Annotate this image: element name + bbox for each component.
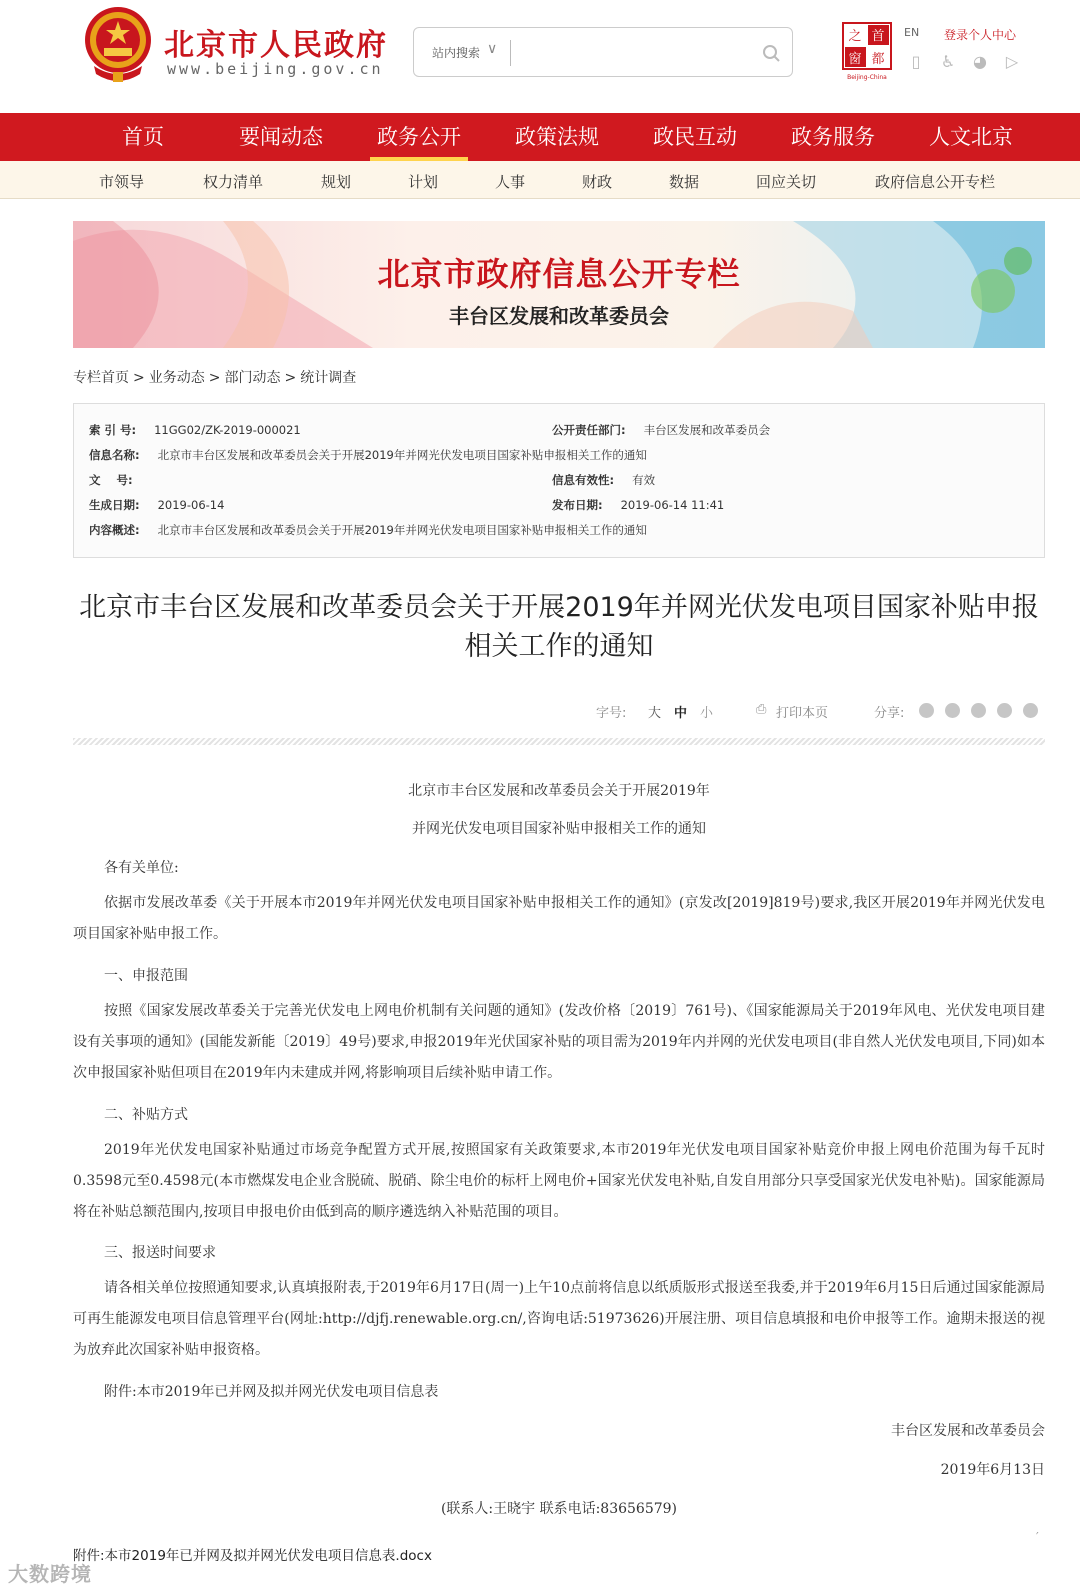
font-large-button[interactable]: 大: [648, 706, 662, 721]
national-emblem-icon[interactable]: [80, 4, 156, 84]
header-tool-icons: [906, 52, 1022, 72]
meta-published-value: 2019-06-14 11:41: [620, 498, 725, 512]
nav-interaction[interactable]: 政民互动: [653, 125, 737, 149]
share-qzone-icon[interactable]: [1023, 703, 1038, 718]
breadcrumb-separator: >: [284, 370, 297, 386]
meta-index-value: 11GG02/ZK-2019-000021: [154, 423, 301, 437]
subnav-power-list[interactable]: 权力清单: [203, 173, 264, 191]
subnav-data[interactable]: 数据: [669, 173, 700, 191]
document-metadata: [73, 403, 1045, 558]
breadcrumb-business[interactable]: 业务动态: [148, 370, 205, 386]
doc-section-3: 三、报送时间要求: [104, 1245, 216, 1261]
subnav-planning[interactable]: 规划: [321, 173, 352, 191]
site-header: [0, 0, 1080, 113]
font-small-button[interactable]: 小: [700, 706, 714, 721]
doc-contact: (联系人:王晓宇 联系电话:83656579): [440, 1501, 678, 1517]
subnav-plans[interactable]: 计划: [408, 173, 439, 191]
accessibility-icon[interactable]: ♿: [940, 52, 956, 71]
meta-summary: [89, 522, 647, 538]
nav-policies[interactable]: 政策法规: [515, 125, 599, 149]
meta-created-value: 2019-06-14: [157, 498, 225, 512]
meta-docno: [89, 472, 151, 488]
mobile-icon[interactable]: ▯: [911, 52, 921, 71]
subnav-finance[interactable]: 财政: [582, 173, 613, 191]
subnav-leaders[interactable]: 市领导: [99, 173, 145, 191]
nav-services[interactable]: 政务服务: [791, 125, 875, 149]
meta-published: [552, 497, 724, 513]
doc-salutation: 各有关单位:: [104, 860, 179, 876]
doc-paragraph-3: 2019年光伏发电国家补贴通过市场竞争配置方式开展,按照国家有关政策要求,本市2019年光伏发电项目国家补贴竞价申报上网电价范围为每千瓦时0.3598元至0.4598元(本市燃煤发电企业含脱硫、脱硝、除尘电价的标杆上网电价+国家光伏发电补贴,自发自用部分只享受国家光伏发电补贴)。国家能源局将在补贴总额范围内,按项目申报电价由低到高的顺序遴选纳入补贴范围的项目。: [73, 1142, 1045, 1220]
weibo-icon[interactable]: ◕: [973, 52, 987, 71]
svg-text:之: 之: [848, 29, 862, 44]
doc-paragraph-2: 按照《国家发展改革委关于完善光伏发电上网电价机制有关问题的通知》(发改价格〔2019〕761号)、《国家能源局关于2019年风电、光伏发电项目建设有关事项的通知》(国能发新能〔2019〕49号)要求,申报2019年光伏国家补贴的项目需为2019年内并网的光伏发电项目(非自然人光伏发电项目,下同)如本次申报国家补贴但项目在2019年内未建成并网,将影响项目后续补贴申请工作。: [73, 1003, 1045, 1081]
meta-dept-value: 丰台区发展和改革委员会: [643, 423, 771, 437]
search-scope-select[interactable]: 站内搜索: [432, 46, 481, 60]
article-title-line2: 相关工作的通知: [464, 631, 654, 662]
banner: [73, 221, 1045, 348]
doc-heading-line1: 北京市丰台区发展和改革委员会关于开展2019年: [408, 783, 710, 799]
doc-attachment-note: 附件:本市2019年已并网及拟并网光伏发电项目信息表: [104, 1384, 439, 1400]
doc-paragraph-1: 依据市发展改革委《关于开展本市2019年并网光伏发电项目国家补贴申报相关工作的通知》(京发改[2019]819号)要求,我区开展2019年并网光伏发电项目国家补贴申报工作。: [73, 895, 1045, 942]
sub-nav: [0, 161, 1080, 199]
language-switch[interactable]: EN: [904, 26, 920, 39]
meta-name: [89, 447, 647, 463]
meta-published-label: 发布日期:: [552, 498, 603, 512]
doc-heading-line2: 并网光伏发电项目国家补贴申报相关工作的通知: [412, 821, 706, 837]
font-size-label: 字号:: [596, 706, 627, 721]
subnav-personnel[interactable]: 人事: [495, 173, 526, 191]
meta-created-label: 生成日期:: [89, 498, 140, 512]
nav-gov-affairs[interactable]: 政务公开: [350, 113, 488, 161]
nav-news[interactable]: 要闻动态: [239, 125, 323, 149]
meta-name-value: 北京市丰台区发展和改革委员会关于开展2019年并网光伏发电项目国家补贴申报相关工作的通知: [157, 448, 647, 462]
dotted-divider: [73, 738, 1045, 745]
doc-section-2: 二、补贴方式: [104, 1107, 188, 1123]
search-icon[interactable]: [760, 42, 782, 64]
meta-index: [89, 422, 301, 438]
svg-text:首: 首: [871, 29, 885, 44]
breadcrumb-separator: >: [133, 370, 145, 386]
capital-window-logo[interactable]: [842, 22, 892, 82]
attachment-download-link[interactable]: 附件:本市2019年已并网及拟并网光伏发电项目信息表.docx: [73, 1548, 432, 1564]
nav-culture[interactable]: 人文北京: [929, 125, 1013, 149]
svg-text:都: 都: [871, 52, 885, 67]
meta-name-label: 信息名称:: [89, 448, 140, 462]
share-wechat-icon[interactable]: [945, 703, 960, 718]
print-button[interactable]: 打印本页: [776, 706, 829, 721]
search-input[interactable]: [510, 40, 750, 66]
subnav-info-disclosure[interactable]: 政府信息公开专栏: [875, 173, 996, 191]
breadcrumb-department[interactable]: 部门动态: [224, 370, 281, 386]
meta-dept-label: 公开责任部门:: [552, 423, 626, 437]
doc-date: 2019年6月13日: [940, 1462, 1045, 1478]
login-link[interactable]: 登录个人中心: [944, 28, 1017, 42]
share-plus-icon[interactable]: [919, 703, 934, 718]
search-box: [413, 27, 793, 77]
breadcrumb-separator: >: [208, 370, 221, 386]
main-nav: [0, 113, 1080, 161]
site-title[interactable]: 北京市人民政府: [164, 28, 388, 63]
meta-validity-value: 有效: [632, 473, 656, 487]
play-icon[interactable]: ▷: [1005, 52, 1019, 71]
doc-signature: 丰台区发展和改革委员会: [891, 1423, 1045, 1439]
watermark: 大数跨境: [8, 1562, 92, 1586]
meta-validity-label: 信息有效性:: [552, 473, 615, 487]
article-tools: [73, 700, 1045, 724]
meta-index-label: 索 引 号:: [89, 423, 137, 437]
breadcrumb: [73, 367, 356, 387]
meta-created: [89, 497, 224, 513]
subnav-response[interactable]: 回应关切: [756, 173, 817, 191]
banner-subtitle: 丰台区发展和改革委员会: [449, 304, 669, 328]
doc-section-1: 一、申报范围: [104, 968, 188, 984]
share-qq-icon[interactable]: [997, 703, 1012, 718]
text-cursor-mark: ′: [1036, 1530, 1039, 1544]
breadcrumb-statistics[interactable]: 统计调查: [300, 370, 357, 386]
share-label: 分享:: [874, 706, 905, 721]
meta-summary-label: 内容概述:: [89, 523, 140, 537]
site-url[interactable]: www.beijing.gov.cn: [167, 60, 384, 78]
doc-paragraph-4: 请各相关单位按照通知要求,认真填报附表,于2019年6月17日(周一)上午10点前将信息以纸质版形式报送至我委,并于2019年6月15日后通过国家能源局可再生能源发电项目信息管理平台(网址:http://djfj.renewable.org.cn/,咨询电话:51973626)开展注册、项目信息填报和电价申报等工作。逾期未报送的视为放弃此次国家补贴申报资格。: [73, 1280, 1045, 1358]
chevron-down-icon[interactable]: ∨: [487, 41, 498, 57]
article-title: [73, 588, 1045, 666]
meta-docno-label: 文 号:: [89, 473, 133, 487]
svg-text:窗: 窗: [848, 52, 862, 67]
breadcrumb-home[interactable]: 专栏首页: [73, 370, 129, 386]
meta-summary-value: 北京市丰台区发展和改革委员会关于开展2019年并网光伏发电项目国家补贴申报相关工作的通知: [157, 523, 647, 537]
meta-dept: [552, 422, 770, 438]
svg-text:Beijing-China: Beijing-China: [847, 74, 887, 81]
printer-icon[interactable]: ⎙: [756, 702, 767, 717]
banner-title: 北京市政府信息公开专栏: [377, 255, 741, 293]
font-medium-button[interactable]: 中: [674, 706, 688, 721]
share-weibo-icon[interactable]: [971, 703, 986, 718]
meta-validity: [552, 472, 655, 488]
article-title-line1: 北京市丰台区发展和改革委员会关于开展2019年并网光伏发电项目国家补贴申报: [79, 592, 1039, 623]
nav-home[interactable]: 首页: [122, 125, 164, 149]
